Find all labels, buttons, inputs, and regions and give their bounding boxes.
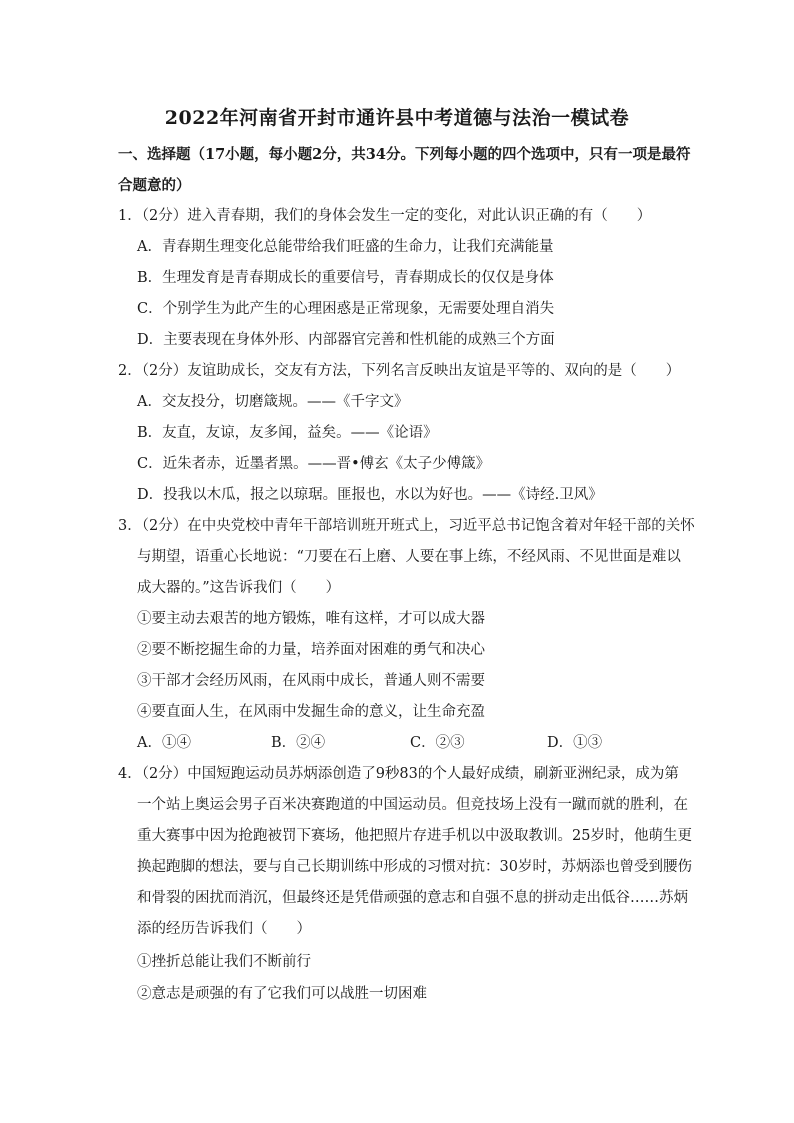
question-3-choice-a: A．①④ bbox=[137, 735, 191, 751]
question-3-stem-line2: 与期望，语重心长地说：“刀要在石上磨、人要在事上练，不经风雨、不见世面是难以 bbox=[137, 549, 681, 565]
question-3-choice-c: C．②③ bbox=[410, 735, 465, 751]
question-1-option-b: B．生理发育是青春期成长的重要信号，青春期成长的仅仅是身体 bbox=[137, 270, 554, 286]
question-4-stem-line6: 添的经历告诉我们（ ） bbox=[137, 921, 311, 937]
question-3-choice-b: B．②④ bbox=[271, 735, 326, 751]
question-3-stem-line1: 3．（2分）在中央党校中青年干部培训班开班式上，习近平总书记饱含着对年轻干部的关怀 bbox=[118, 518, 695, 534]
question-2-option-b: B．友直，友谅，友多闻，益矣。——《论语》 bbox=[137, 425, 438, 441]
question-4-stem-line4: 换起跑脚的想法，要与自己长期训练中形成的习惯对抗：30岁时，苏炳添也曾受到腰伤 bbox=[137, 859, 692, 875]
question-4-statement-1: ①挫折总能让我们不断前行 bbox=[137, 954, 311, 970]
question-3-statement-3: ③干部才会经历风雨，在风雨中成长，普通人则不需要 bbox=[137, 673, 485, 689]
page-title: 2022年河南省开封市通许县中考道德与法治一模试卷 bbox=[164, 107, 630, 129]
question-4-stem-line3: 重大赛事中因为抢跑被罚下赛场，他把照片存进手机以中汲取教训。25岁时，他萌生更 bbox=[137, 828, 692, 844]
question-3-statement-4: ④要直面人生，在风雨中发掘生命的意义，让生命充盈 bbox=[137, 704, 485, 720]
section-heading-line1: 一、选择题（17小题，每小题2分，共34分。下列每小题的四个选项中，只有一项是最符 bbox=[118, 146, 691, 163]
question-3-statement-2: ②要不断挖掘生命的力量，培养面对困难的勇气和决心 bbox=[137, 642, 485, 658]
question-4-stem-line2: 一个站上奥运会男子百米决赛跑道的中国运动员。但竞技场上没有一蹴而就的胜利，在 bbox=[137, 797, 688, 813]
section-heading-line2: 合题意的） bbox=[118, 177, 191, 194]
question-1-option-c: C．个别学生为此产生的心理困惑是正常现象，无需要处理自消失 bbox=[137, 301, 555, 317]
question-1-option-d: D．主要表现在身体外形、内部器官完善和性机能的成熟三个方面 bbox=[137, 332, 555, 348]
question-4-stem-line5: 和骨裂的困扰而消沉，但最终还是凭借顽强的意志和自强不息的拼动走出低谷……苏炳 bbox=[137, 890, 688, 906]
question-3-choice-d: D．①③ bbox=[547, 735, 603, 751]
question-2-option-d: D．投我以木瓜，报之以琼琚。匪报也，水以为好也。——《诗经.卫风》 bbox=[137, 487, 603, 503]
question-1-option-a: A．青春期生理变化总能带给我们旺盛的生命力，让我们充满能量 bbox=[137, 239, 554, 255]
question-3-stem-line3: 成大器的。”这告诉我们（ ） bbox=[137, 580, 341, 596]
question-4-statement-2: ②意志是顽强的有了它我们可以战胜一切困难 bbox=[137, 986, 427, 1002]
question-1-stem: 1．（2分）进入青春期，我们的身体会发生一定的变化，对此认识正确的有（ ） bbox=[118, 208, 652, 224]
question-4-stem-line1: 4．（2分）中国短跑运动员苏炳添创造了9秒83的个人最好成绩，刷新亚洲纪录，成为第 bbox=[118, 766, 679, 782]
question-3-choices bbox=[0, 733, 794, 753]
question-2-option-a: A．交友投分，切磨箴规。——《千字文》 bbox=[137, 394, 409, 410]
question-2-stem: 2．（2分）友谊助成长，交友有方法，下列名言反映出友谊是平等的、双向的是（ ） bbox=[118, 363, 681, 379]
question-3-statement-1: ①要主动去艰苦的地方锻炼，唯有这样，才可以成大器 bbox=[137, 611, 485, 627]
question-2-option-c: C．近朱者赤，近墨者黑。——晋•傅玄《太子少傅箴》 bbox=[137, 456, 491, 472]
